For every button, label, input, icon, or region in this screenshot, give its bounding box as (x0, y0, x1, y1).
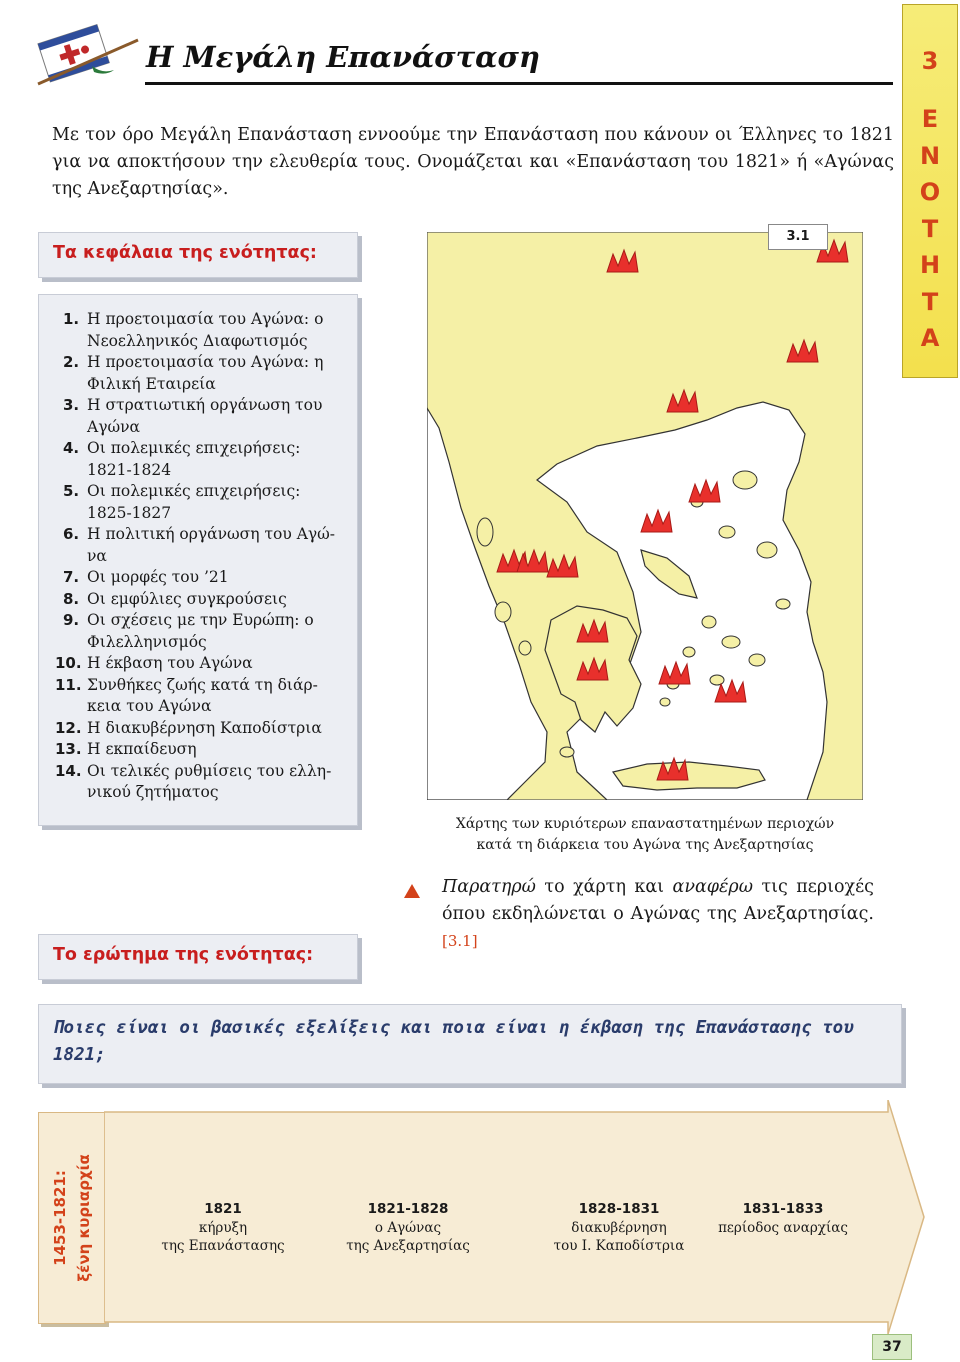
chapter-item (63, 481, 349, 524)
unit-letter: Ν (919, 141, 941, 170)
chapter-title: Η εκπαίδευση (87, 740, 197, 758)
event-text: του Ι. Καποδίστρια (553, 1238, 685, 1254)
event-year: 1821-1828 (367, 1201, 449, 1217)
chapter-item (55, 675, 349, 718)
chapter-item (63, 567, 349, 589)
timeline-event (138, 1200, 308, 1256)
chapter-title: Συνθήκες ζωής κατά τη διάρ-κεια του Αγώνα (87, 675, 318, 715)
chapter-title: Οι πολεμικές επιχειρήσεις: 1825-1827 (87, 482, 301, 522)
chapter-title: Η στρατιωτική οργάνωση του Αγώνα (87, 396, 323, 436)
question-text: Ποιες είναι οι βασικές εξελίξεις και ποια είναι η έκβαση της Επανάστασης του 1821; (53, 1018, 854, 1065)
unit-letter: Τ (921, 287, 939, 316)
chapter-title: Η διακυβέρνηση Καποδίστρια (87, 718, 322, 737)
event-year: 1821 (204, 1201, 242, 1217)
chapter-number: 10. (55, 654, 82, 672)
event-text: της Επανάστασης (161, 1238, 285, 1254)
unit-strip (902, 4, 958, 378)
chapter-item (55, 718, 349, 740)
figure-reference: [3.1] (442, 932, 478, 950)
chapter-title: Οι πολεμικές επιχειρήσεις: 1821-1824 (87, 439, 301, 479)
map-caption-line: Χάρτης των κυριότερων επαναστατημένων περιοχών (455, 816, 835, 832)
timeline-event (323, 1200, 493, 1256)
unit-letter: Α (920, 324, 940, 352)
chapter-title: Οι σχέσεις με την Ευρώπη: ο Φιλελληνισμός (87, 611, 314, 651)
chapter-number: 2. (63, 353, 80, 371)
chapter-item (63, 395, 349, 438)
foreign-rule-text: ξένη κυριαρχία (75, 1154, 93, 1282)
chapter-title: Οι τελικές ρυθμίσεις του ελλη-νικού ζητήματος (87, 761, 332, 801)
page-number: 37 (872, 1334, 912, 1360)
title-underline (145, 82, 893, 85)
chapter-number: 13. (55, 740, 82, 758)
event-text: ο Αγώνας (374, 1219, 442, 1236)
chapter-number: 5. (63, 482, 80, 500)
chapter-item (63, 610, 349, 653)
instruction-text: τις περιοχές όπου εκδηλώνεται ο Αγώνας της Ανεξαρτησίας. (442, 877, 874, 924)
chapter-item (63, 524, 349, 567)
chapters-box (38, 294, 358, 826)
map-caption-line: κατά τη διάρκεια του Αγώνα της Ανεξαρτησίας (476, 837, 814, 853)
chapter-item (63, 352, 349, 395)
chapter-number: 8. (63, 589, 80, 608)
unit-letter: Τ (921, 214, 939, 243)
question-heading: Το ερώτημα της ενότητας: (53, 945, 314, 965)
timeline-event (534, 1200, 704, 1256)
instruction-text: το χάρτη και (535, 877, 673, 897)
chapter-number: 4. (63, 439, 80, 457)
unit-letter: Ε (921, 105, 939, 133)
map-figure-label: 3.1 (768, 224, 828, 250)
chapter-title: Η προετοιμασία του Αγώνα: η Φιλική Εταιρεία (87, 353, 324, 393)
map-caption (427, 814, 863, 856)
unit-word (903, 101, 957, 357)
verb-observe: Παρατηρώ (442, 877, 536, 897)
page-title: Η Μεγάλη Επανάσταση (146, 40, 540, 74)
event-text: περίοδος αναρχίας (718, 1219, 848, 1236)
foreign-rule-label (48, 1154, 96, 1282)
chapter-number: 6. (63, 525, 80, 543)
chapters-heading-box (38, 232, 358, 278)
chapter-item (63, 309, 349, 352)
chapter-number: 3. (63, 396, 80, 414)
verb-report: αναφέρω (672, 877, 753, 897)
chapter-item (63, 589, 349, 611)
timeline-event (698, 1200, 868, 1237)
event-year: 1831-1833 (742, 1201, 824, 1217)
unit-letter: Η (919, 251, 941, 279)
event-year: 1828-1831 (578, 1201, 660, 1217)
chapter-item (63, 438, 349, 481)
chapter-number: 12. (55, 718, 82, 737)
chapter-number: 14. (55, 761, 82, 780)
unit-number: 3 (921, 47, 939, 75)
chapter-number: 1. (63, 310, 80, 328)
chapter-number: 7. (63, 568, 80, 586)
chapters-heading: Τα κεφάλαια της ενότητας: (53, 243, 317, 263)
observe-instruction (442, 874, 874, 955)
chapter-title: Η προετοιμασία του Αγώνα: ο Νεοελληνικός Διαφωτισμός (87, 310, 324, 350)
event-text: κήρυξη (198, 1219, 248, 1236)
event-text: διακυβέρνηση (571, 1219, 667, 1236)
chapter-number: 9. (63, 611, 80, 629)
triangle-bullet-icon (404, 884, 420, 898)
question-heading-box (38, 934, 358, 980)
intro-paragraph: Με τον όρο Μεγάλη Επανάσταση εννοούμε την Επανάσταση που κάνουν οι Έλληνες το 1821 για να αποκτήσουν την ελευθερία τους. Ονομάζεται και «Επανάσταση του 1821» ή «Αγώνας της Ανεξαρτησίας». (52, 125, 894, 199)
revolution-map (427, 232, 863, 800)
chapter-number: 11. (55, 675, 82, 694)
unit-letter: Ο (919, 178, 941, 206)
chapter-title: Η πολιτική οργάνωση του Αγώ-να (87, 525, 336, 565)
timeline-side-panel (38, 1112, 106, 1324)
flag-logo (32, 22, 142, 94)
chapter-item (55, 653, 349, 675)
chapter-item (55, 761, 349, 804)
chapter-title: Η έκβαση του Αγώνα (87, 654, 253, 672)
question-box (38, 1004, 902, 1084)
event-text: της Ανεξαρτησίας (346, 1238, 470, 1254)
chapter-title: Οι εμφύλιες συγκρούσεις (87, 589, 287, 608)
chapter-title: Οι μορφές του ’21 (87, 568, 229, 586)
chapter-item (55, 739, 349, 761)
chapters-list (55, 309, 349, 804)
foreign-rule-years: 1453-1821: (51, 1170, 69, 1266)
